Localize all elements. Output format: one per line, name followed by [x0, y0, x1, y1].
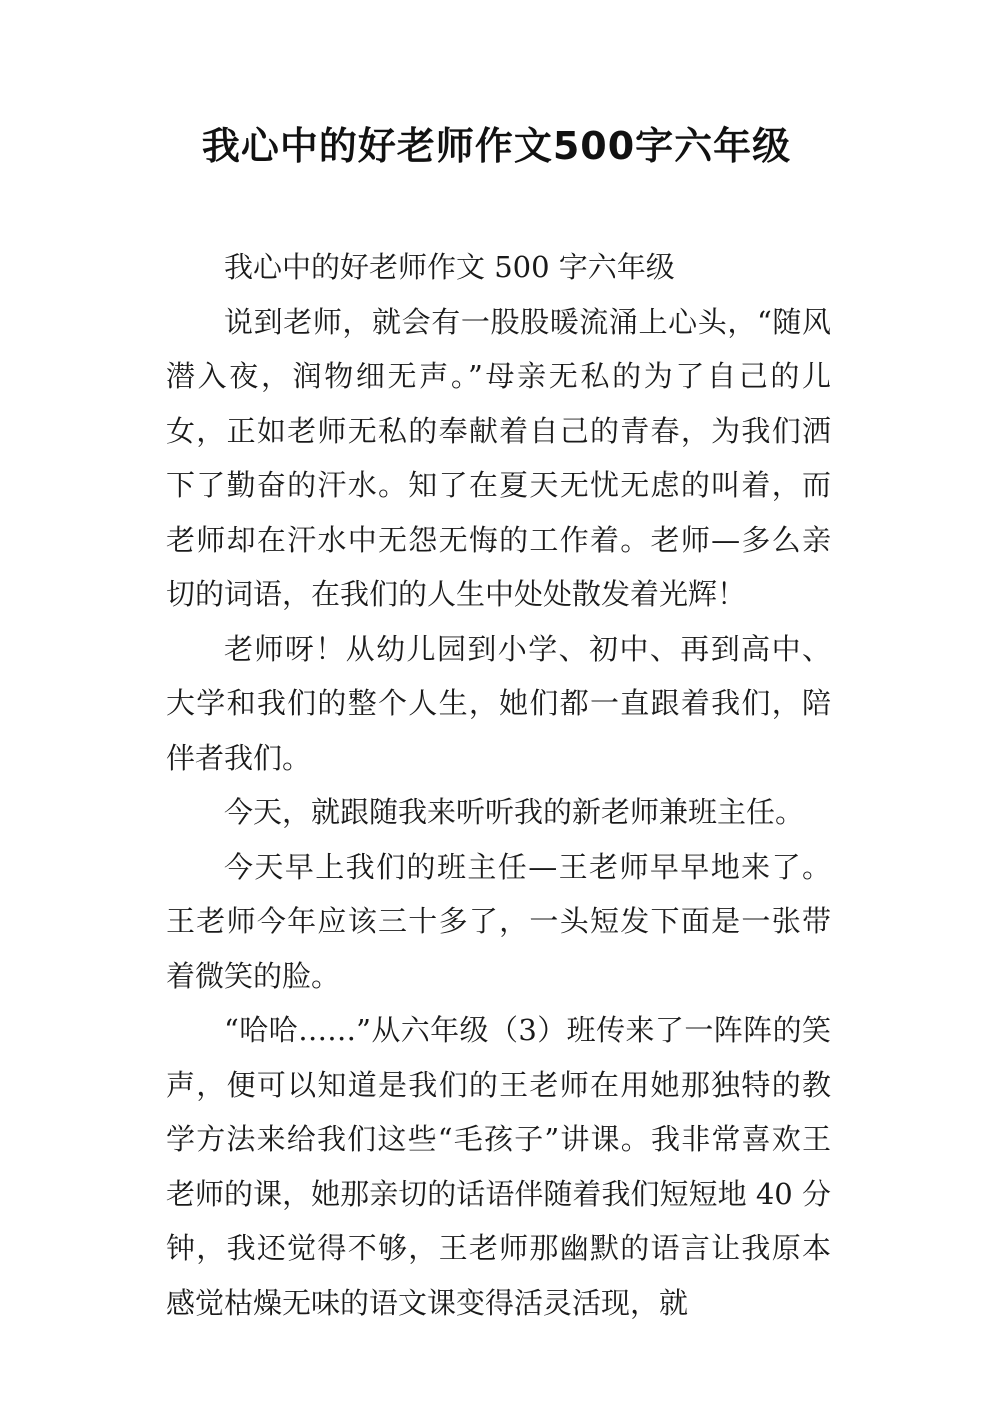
document-title: 我心中的好老师作文500字六年级: [201, 124, 792, 168]
paragraph: “哈哈……”从六年级（3）班传来了一阵阵的笑声，便可以知道是我们的王老师在用她那独特的教学方法来给我们这些“毛孩子”讲课。我非常喜欢王老师的课，她那亲切的话语伴随着我们短短地 40 分钟，我还觉得不够，王老师那幽默的语言让我原本感觉枯燥无味的语文课变得活灵活现，就: [166, 1013, 831, 1320]
paragraph: 说到老师，就会有一股股暖流涌上心头，“随风潜入夜，润物细无声。”母亲无私的为了自己的儿女，正如老师无私的奉献着自己的青春，为我们洒下了勤奋的汗水。知了在夏天无忧无虑的叫着，而老师却在汗水中无怨无悔的工作着。老师—多么亲切的词语，在我们的人生中处处散发着光辉！: [166, 304, 831, 611]
paragraph: 今天早上我们的班主任—王老师早早地来了。王老师今年应该三十多了，一头短发下面是一张带着微笑的脸。: [166, 849, 831, 993]
paragraph: 老师呀！从幼儿园到小学、初中、再到高中、大学和我们的整个人生，她们都一直跟着我们，陪伴者我们。: [166, 631, 831, 775]
document-body: [166, 240, 831, 1330]
paragraph: 今天，就跟随我来听听我的新老师兼班主任。: [224, 795, 805, 829]
paragraph-heading: 我心中的好老师作文 500 字六年级: [224, 250, 675, 284]
